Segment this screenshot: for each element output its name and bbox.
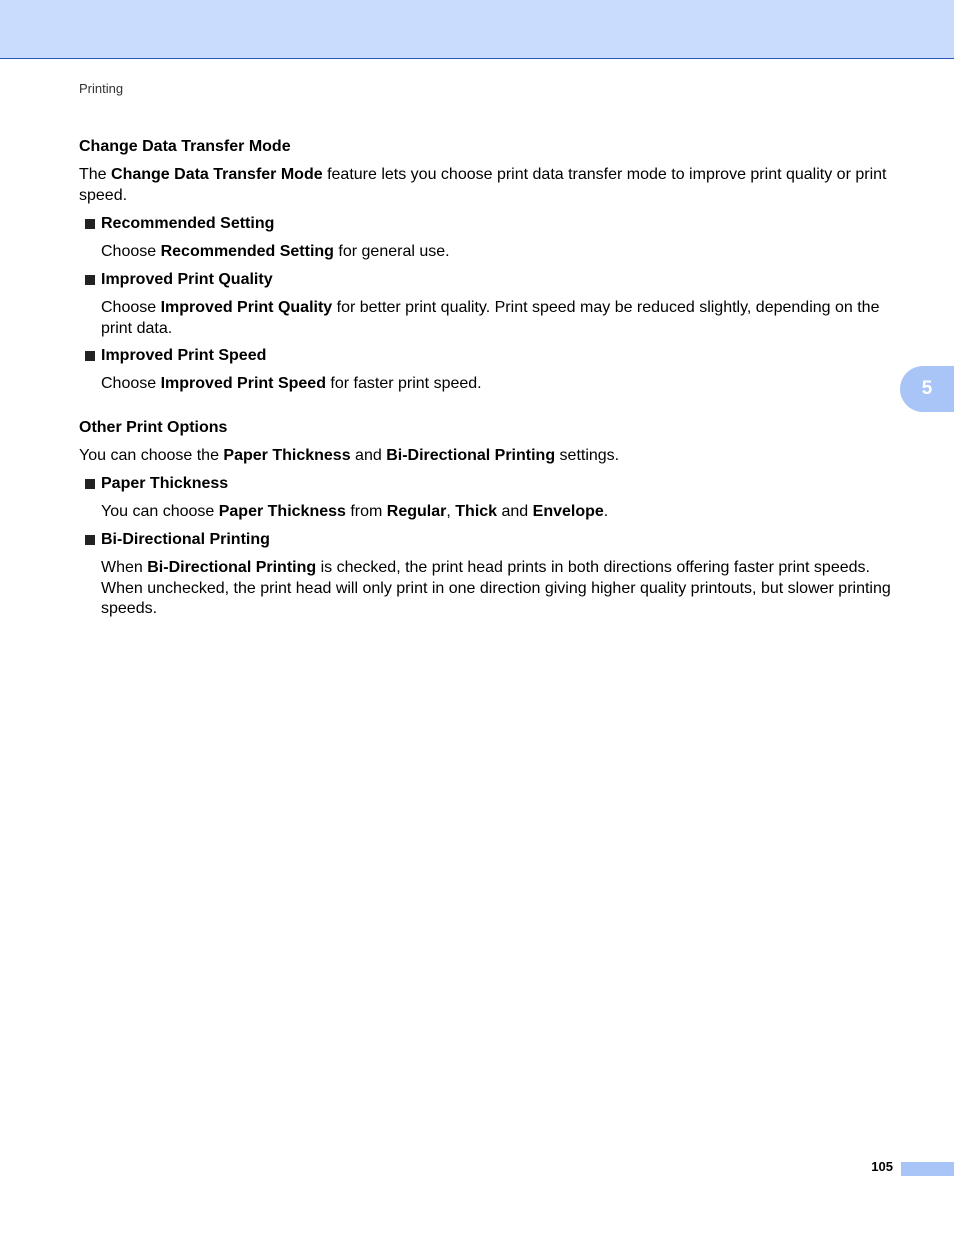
- bullet-square-icon: [85, 275, 95, 285]
- bullet-item-paper-thickness: Paper Thickness: [85, 474, 228, 494]
- header-band: [0, 0, 954, 59]
- bullet-square-icon: [85, 479, 95, 489]
- bullet-item-recommended-setting: Recommended Setting: [85, 214, 274, 234]
- page-number: 105: [871, 1159, 893, 1174]
- bullet-description: When Bi-Directional Printing is checked, the print head prints in both directions offering faster print speeds. When unchecked, the print head will only print in one direction giving higher quality printouts, but slower printing speeds.: [101, 559, 891, 617]
- bullet-item-bi-directional-printing: Bi-Directional Printing: [85, 530, 270, 550]
- bullet-description: Choose Improved Print Quality for better print quality. Print speed may be reduced slightly, depending on the print data.: [101, 299, 880, 337]
- bullet-description: You can choose Paper Thickness from Regular, Thick and Envelope.: [101, 503, 609, 520]
- section-heading-change-data-transfer-mode: Change Data Transfer Mode: [79, 138, 291, 155]
- section-intro-paragraph: You can choose the Paper Thickness and Bi-Directional Printing settings.: [79, 447, 620, 464]
- breadcrumb: Printing: [79, 81, 124, 96]
- section-intro-paragraph: The Change Data Transfer Mode feature lets you choose print data transfer mode to improve print quality or print speed.: [79, 166, 887, 204]
- bullet-item-improved-print-speed: Improved Print Speed: [85, 346, 266, 366]
- bullet-item-improved-print-quality: Improved Print Quality: [85, 270, 273, 290]
- bullet-description: Choose Recommended Setting for general use.: [101, 243, 450, 260]
- bullet-square-icon: [85, 535, 95, 545]
- bullet-square-icon: [85, 219, 95, 229]
- bullet-description: Choose Improved Print Speed for faster print speed.: [101, 375, 482, 392]
- section-heading-other-print-options: Other Print Options: [79, 419, 228, 436]
- footer-bar: [901, 1162, 954, 1176]
- chapter-tab: 5: [900, 366, 954, 412]
- bullet-square-icon: [85, 351, 95, 361]
